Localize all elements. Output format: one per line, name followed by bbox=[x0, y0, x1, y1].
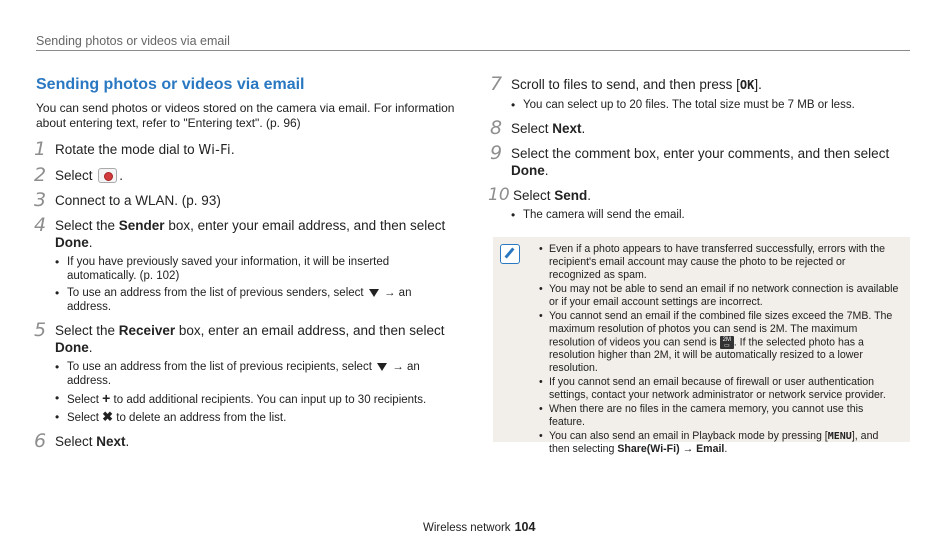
section-title: Sending photos or videos via email bbox=[36, 76, 305, 93]
step-number: 6 bbox=[34, 430, 47, 452]
section-intro: You can send photos or videos stored on the camera via email. For information about entering text, refer to "Entering text". (p. 96) bbox=[36, 101, 455, 130]
delete-x-icon: ✖ bbox=[102, 409, 114, 424]
ok-key-label: OK bbox=[739, 78, 755, 92]
step-4: 4 Select the Sender box, enter your email address, and then select Done. bbox=[34, 214, 446, 250]
bullet: • To use an address from the list of previous senders, select → an address. bbox=[55, 286, 456, 314]
step-9: 9 Select the comment box, enter your comments, and then select Done. bbox=[490, 142, 890, 178]
page-number: 104 bbox=[514, 520, 536, 534]
step-2: 2 Select . bbox=[34, 164, 124, 186]
menu-key-label: MENU bbox=[827, 431, 852, 443]
note-item: • You can also send an email in Playback mode by pressing [MENU], and then selecting Share(Wi-Fi) → Email. bbox=[539, 430, 900, 456]
note-pencil-icon bbox=[500, 244, 520, 264]
email-app-icon bbox=[98, 168, 117, 183]
running-header: Sending photos or videos via email bbox=[36, 34, 230, 48]
bullet: • The camera will send the email. bbox=[511, 208, 912, 222]
wifi-mode-label: Wi-Fi bbox=[198, 143, 231, 158]
step-number: 5 bbox=[34, 319, 47, 341]
note-item: • When there are no files in the camera memory, you cannot use this feature. bbox=[539, 403, 900, 429]
plus-icon: + bbox=[102, 390, 111, 406]
step-3: 3 Connect to a WLAN. (p. 93) bbox=[34, 189, 221, 211]
down-triangle-icon bbox=[377, 363, 387, 371]
note-box bbox=[493, 237, 910, 456]
video-resolution-icon: 2M ▭ bbox=[720, 336, 734, 349]
step-number: 4 bbox=[34, 214, 47, 236]
step-number: 8 bbox=[490, 117, 503, 139]
step-6: 6 Select Next. bbox=[34, 430, 130, 452]
step-10-bullets bbox=[492, 208, 912, 222]
step-10: 10 Select Send. bbox=[488, 185, 592, 205]
bullet: • Select + to add additional recipients. You can input up to 30 recipients. bbox=[55, 391, 456, 407]
step-number: 3 bbox=[34, 189, 47, 211]
step-7: 7 Scroll to files to send, and then press [OK]. bbox=[490, 73, 762, 95]
page-footer bbox=[423, 520, 535, 534]
note-item: • Even if a photo appears to have transferred successfully, errors with the recipient's email account may cause the photo to be rejected or recognized as spam. bbox=[539, 243, 900, 282]
step-7-bullets bbox=[492, 98, 912, 112]
note-list bbox=[539, 243, 900, 456]
bullet: • To use an address from the list of previous recipients, select → an address. bbox=[55, 360, 456, 388]
step-number: 1 bbox=[34, 138, 47, 160]
step-number: 9 bbox=[490, 142, 503, 164]
step-4-bullets bbox=[36, 255, 456, 314]
note-item: • You may not be able to send an email if no network connection is available or if your email account settings are incorrect. bbox=[539, 283, 900, 309]
step-5: 5 Select the Receiver box, enter an email address, and then select Done. bbox=[34, 319, 445, 355]
right-column bbox=[488, 73, 912, 225]
step-number: 7 bbox=[490, 73, 503, 95]
bullet: • If you have previously saved your information, it will be inserted automatically. (p. 102) bbox=[55, 255, 456, 283]
down-triangle-icon bbox=[369, 289, 379, 297]
step-5-bullets bbox=[36, 360, 456, 425]
header-divider bbox=[36, 50, 910, 51]
bullet: • You can select up to 20 files. The total size must be 7 MB or less. bbox=[511, 98, 912, 112]
step-number: 2 bbox=[34, 164, 47, 186]
bullet: • Select ✖ to delete an address from the list. bbox=[55, 410, 456, 425]
step-1: 1 Rotate the mode dial to Wi-Fi. bbox=[34, 138, 235, 160]
step-8: 8 Select Next. bbox=[490, 117, 586, 139]
note-item: • You cannot send an email if the combined file sizes exceed the 7MB. The maximum resolution of photos you can send is 2M. The maximum resolution of videos you can send is 2M ▭ . If the selected photo has a resolution higher than 2M, it will be automatically resized to a lower resolution. bbox=[539, 310, 900, 375]
footer-label: Wireless network bbox=[423, 522, 511, 534]
note-item: • If you cannot send an email because of firewall or user authentication settings, contact your network administrator or network service provider. bbox=[539, 376, 900, 402]
step-number: 10 bbox=[488, 185, 510, 205]
left-column bbox=[36, 76, 456, 458]
